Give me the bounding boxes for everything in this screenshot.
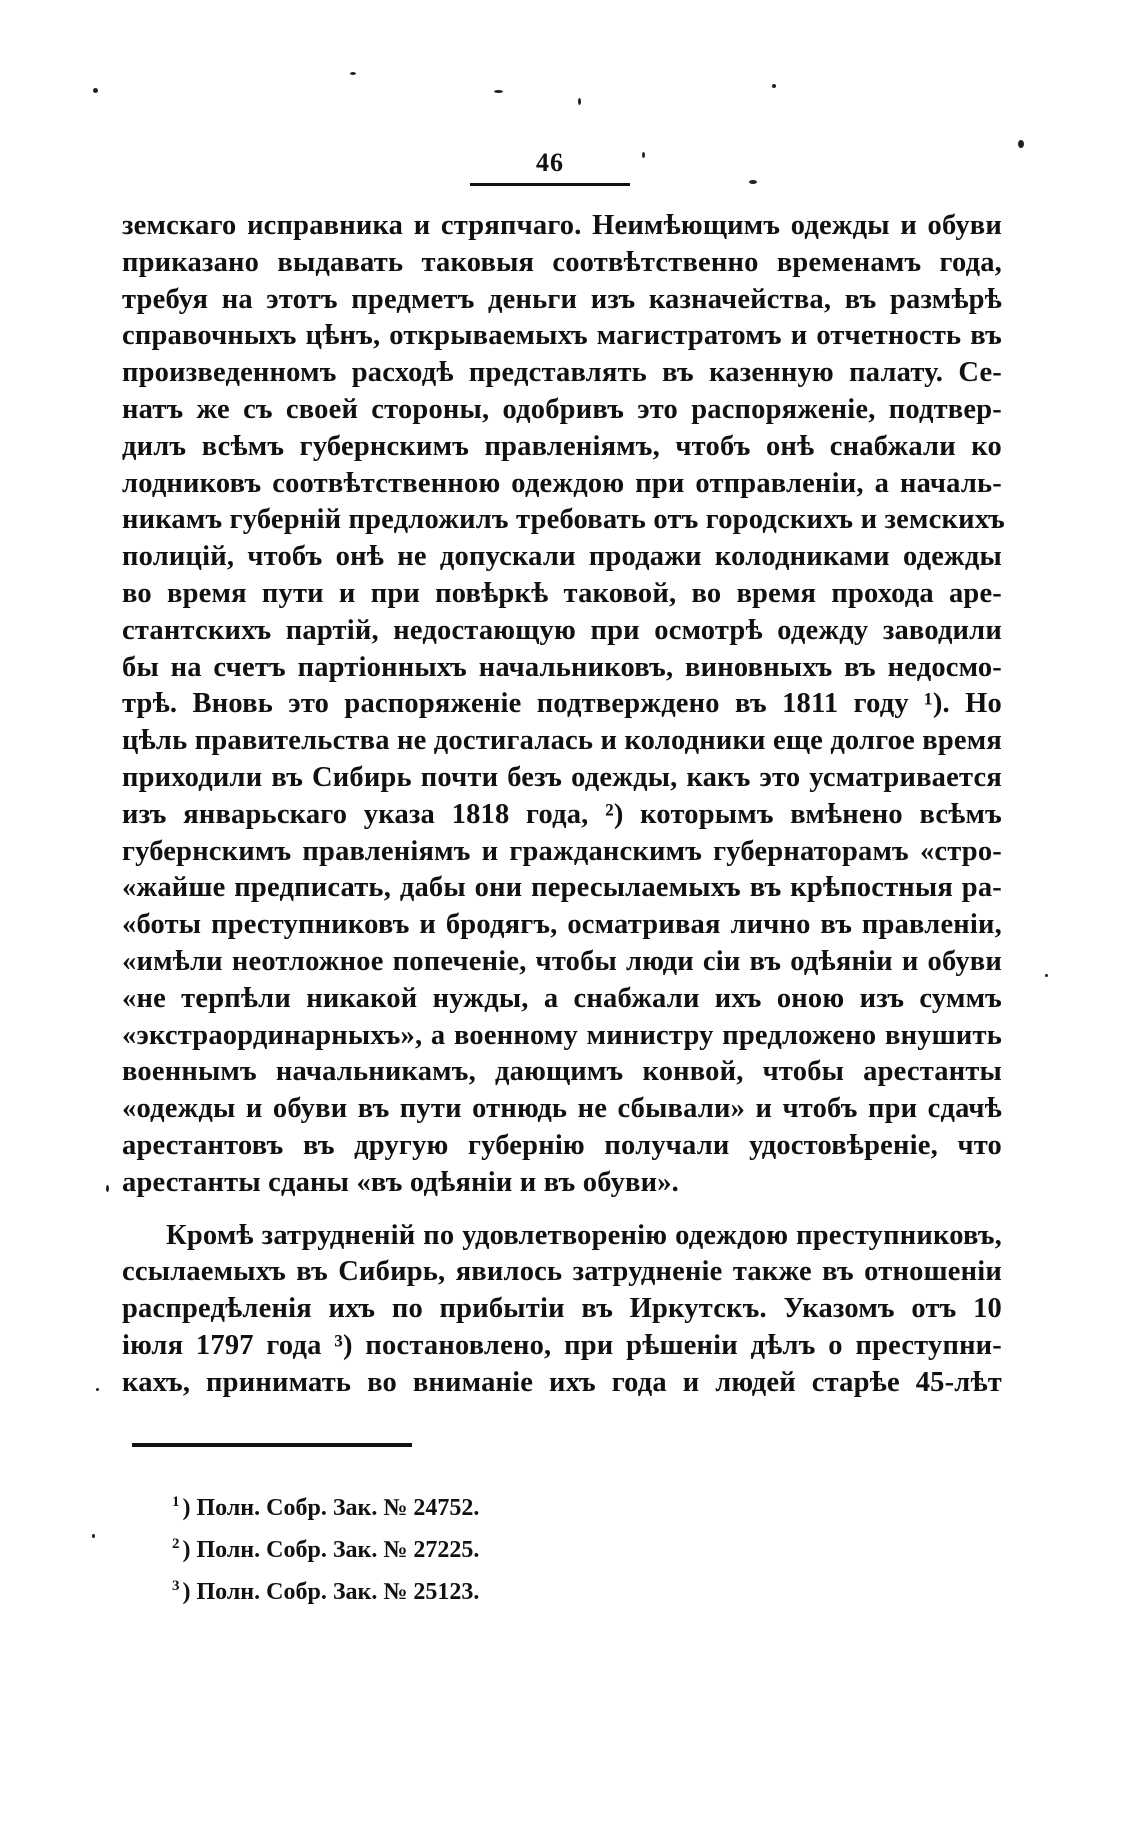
scan-speck	[1045, 974, 1048, 977]
scan-speck	[642, 152, 645, 158]
footnote-rule	[132, 1443, 412, 1447]
scan-speck	[106, 1185, 109, 1192]
footnotes	[172, 1484, 672, 1610]
text-line: «имѣли неотложное попеченіе, чтобы люди сіи въ одѣяніи и обуви	[122, 945, 1002, 977]
scan-speck	[1018, 140, 1024, 148]
text-line: «одежды и обуви въ пути отнюдь не сбывали» и чтобъ при сдачѣ	[122, 1093, 1002, 1125]
text-line: требуя на этотъ предметъ деньги изъ казначейства, въ размѣрѣ	[122, 283, 1002, 315]
text-line: «жайше предписать, дабы они пересылаемыхъ въ крѣпостныя ра-	[122, 872, 1002, 904]
text-line: изъ январьскаго указа 1818 года, ²) которымъ вмѣнено всѣмъ	[122, 798, 1002, 830]
scan-speck	[494, 90, 503, 93]
footnote-3	[172, 1568, 672, 1610]
text-line: справочныхъ цѣнъ, открываемыхъ магистратомъ и отчетность въ	[122, 320, 1002, 352]
footnote-mark: 1	[172, 1494, 180, 1510]
footnote-1	[172, 1484, 672, 1526]
footnote-2	[172, 1526, 672, 1568]
text-line: никамъ губерній предложилъ требовать отъ городскихъ и земскихъ	[122, 504, 1005, 536]
scan-speck	[772, 84, 776, 88]
text-line: арестантовъ въ другую губернію получали удостовѣреніе, что	[122, 1129, 1002, 1161]
footnote-text: ) Полн. Собр. Зак. № 27225.	[182, 1537, 480, 1563]
body-text	[122, 208, 1005, 1402]
text-line: натъ же съ своей стороны, одобривъ это распоряженіе, подтвер-	[122, 393, 1002, 425]
text-line: лодниковъ соотвѣтственною одеждою при отправленіи, а началь-	[122, 467, 1002, 499]
footnote-text: ) Полн. Собр. Зак. № 24752.	[182, 1495, 480, 1521]
paragraph-2	[122, 1218, 1002, 1402]
text-line: арестанты сданы «въ одѣяніи и въ обуви».	[122, 1166, 680, 1198]
page-number-rule	[470, 183, 630, 186]
text-line: во время пути и при повѣркѣ таковой, во время прохода аре-	[122, 577, 1002, 609]
text-line: кахъ, принимать во вниманіе ихъ года и людей старѣе 45-лѣт	[122, 1366, 1002, 1398]
text-line: земскаго исправника и стряпчаго. Неимѣющимъ одежды и обуви	[122, 210, 1002, 241]
text-line: военнымъ начальникамъ, дающимъ конвой, чтобы арестанты	[122, 1056, 1002, 1088]
text-line: «экстраординарныхъ», а военному министру предложено внушить	[122, 1019, 1002, 1051]
paragraph-1	[122, 208, 1005, 1202]
text-line: произведенномъ расходѣ представлять въ казенную палату. Се-	[122, 357, 1002, 389]
scan-speck	[350, 72, 356, 75]
text-line: «боты преступниковъ и бродягъ, осматривая лично въ правленіи,	[122, 909, 1002, 941]
text-line: стантскихъ партій, недостающую при осмотрѣ одежду заводили	[122, 614, 1002, 646]
text-line: дилъ всѣмъ губернскимъ правленіямъ, чтобъ онѣ снабжали ко	[122, 430, 1002, 462]
text-line: губернскимъ правленіямъ и гражданскимъ губернаторамъ «стро-	[122, 835, 1002, 867]
text-line: трѣ. Вновь это распоряженіе подтверждено въ 1811 году ¹). Но	[122, 688, 1002, 720]
scan-speck	[93, 88, 98, 93]
text-line: бы на счетъ партіонныхъ начальниковъ, виновныхъ въ недосмо-	[122, 651, 1002, 683]
text-line: «не терпѣли никакой нужды, а снабжали ихъ оною изъ суммъ	[122, 982, 1002, 1014]
footnote-mark: 3	[172, 1578, 180, 1594]
footnote-mark: 2	[172, 1536, 180, 1552]
text-line: приказано выдавать таковыя соотвѣтственно временамъ года,	[122, 246, 1002, 278]
scan-speck	[749, 180, 757, 184]
page-number: 46	[536, 148, 564, 177]
text-line: цѣль правительства не достигалась и колодники еще долгое время	[122, 725, 1002, 757]
text-line: полицій, чтобъ онѣ не допускали продажи колодниками одежды	[122, 541, 1002, 573]
text-line: іюля 1797 года ³) постановлено, при рѣшеніи дѣлъ о преступни-	[122, 1329, 1002, 1361]
scan-speck	[96, 1388, 99, 1391]
text-line: распредѣленія ихъ по прибытіи въ Иркутскъ. Указомъ отъ 10	[122, 1293, 1002, 1325]
text-line: приходили въ Сибирь почти безъ одежды, какъ это усматривается	[122, 761, 1002, 793]
text-line: ссылаемыхъ въ Сибирь, явилось затрудненіе также въ отношеніи	[122, 1256, 1002, 1288]
text-line: Кромѣ затрудненій по удовлетворенію одеждою преступниковъ,	[166, 1219, 1002, 1251]
scan-speck	[578, 98, 581, 105]
scan-speck	[92, 1534, 95, 1538]
footnote-text: ) Полн. Собр. Зак. № 25123.	[182, 1579, 480, 1605]
